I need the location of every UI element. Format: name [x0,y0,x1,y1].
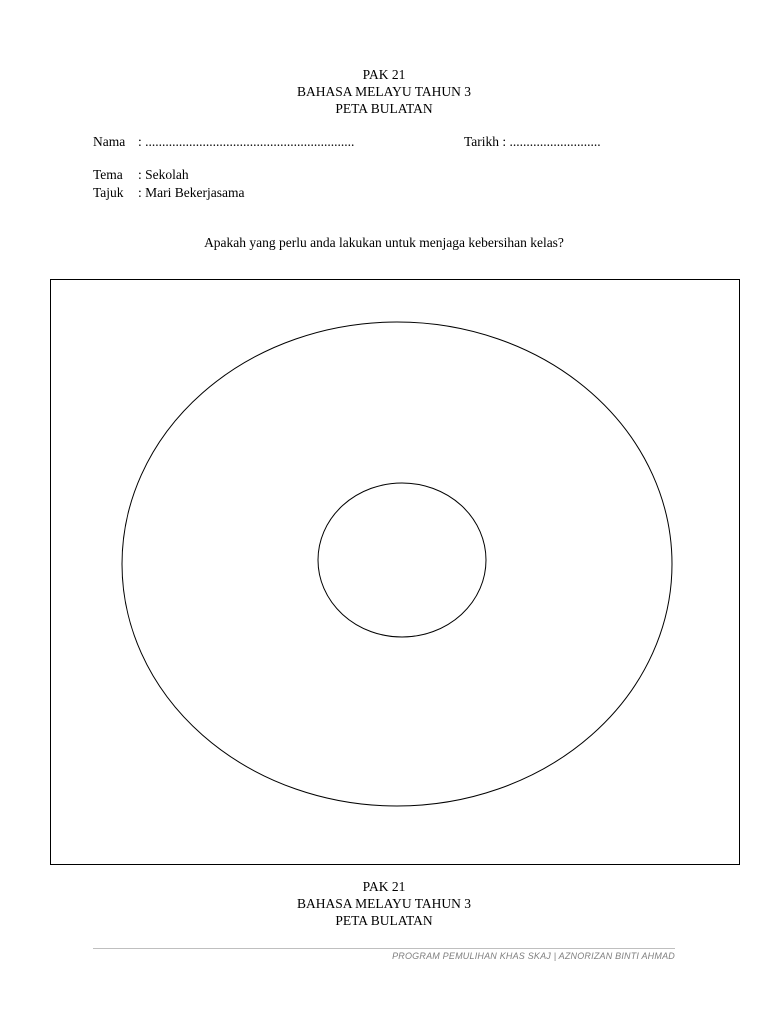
footer-credit: PROGRAM PEMULIHAN KHAS SKAJ | AZNORIZAN BINTI AHMAD [392,951,675,961]
footer-topic: PETA BULATAN [335,913,433,928]
header-topic: PETA BULATAN [335,101,433,116]
question-text: Apakah yang perlu anda lakukan untuk menjaga kebersihan kelas? [204,235,564,250]
footer-title-block [0,878,768,929]
footer-code: PAK 21 [362,879,406,894]
nama-field[interactable] [93,133,354,150]
outer-circle[interactable] [122,322,672,806]
tajuk-field [93,184,244,201]
nama-blank[interactable]: : .............................................................. [138,134,355,149]
tema-value: : Sekolah [138,167,189,182]
tarikh-label: Tarikh [464,134,500,149]
tema-field [93,166,189,183]
tema-label: Tema [93,167,123,182]
tajuk-label: Tajuk [93,185,124,200]
tajuk-value: : Mari Bekerjasama [138,185,245,200]
header-subject: BAHASA MELAYU TAHUN 3 [296,84,472,99]
footer-divider [93,948,675,949]
circle-map-svg [51,280,741,866]
tarikh-blank[interactable]: : ........................... [499,134,601,149]
header-code: PAK 21 [362,67,406,82]
circle-map-frame [50,279,740,865]
nama-label: Nama [93,134,126,149]
tarikh-field[interactable] [464,133,601,150]
header-title-block [0,66,768,117]
footer-subject: BAHASA MELAYU TAHUN 3 [296,896,472,911]
inner-circle[interactable] [318,483,486,637]
